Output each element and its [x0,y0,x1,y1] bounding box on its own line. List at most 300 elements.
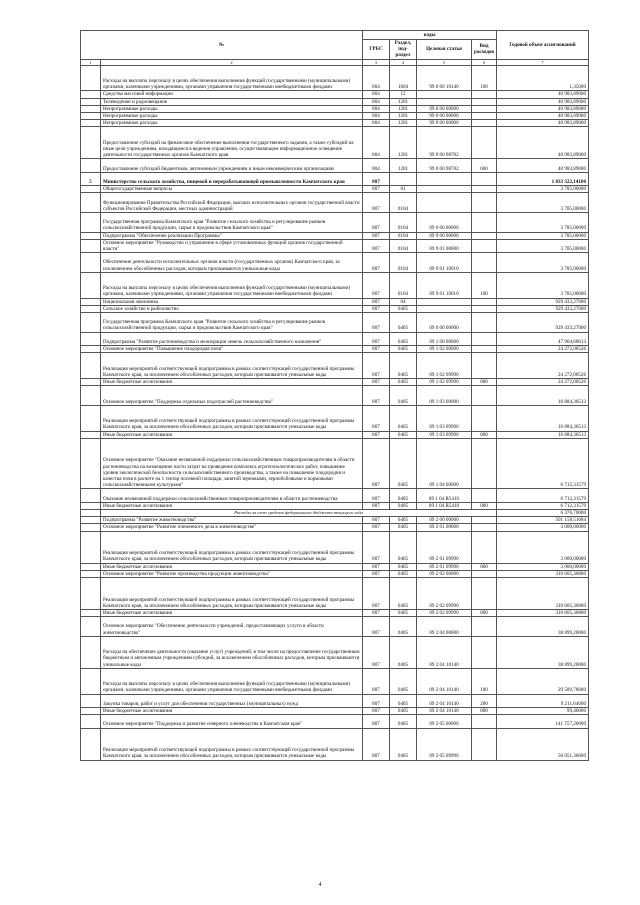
row-number-cell [81,577,101,609]
row-number-cell [81,617,101,637]
row-number-cell [81,502,101,509]
grbs-cell: 807 [363,378,390,385]
amount-cell: 47 964,68613 [497,332,589,345]
target-cell: 09 9 01 00000 [417,239,472,252]
section-cell: 0405 [390,438,417,489]
table-row [81,193,589,213]
section-cell: 1201 [390,113,417,120]
table-row [81,531,589,563]
row-name-cell: Государственная программа Камчатского края "Развитие сельского хозяйства и регулирование рынков сельскохозяйственной продукции, сырья и продовольствия Камчатского края" [101,213,363,233]
row-number-cell [81,193,101,213]
kind-cell [472,517,497,524]
header-codes: коды [363,31,497,40]
section-cell: 0405 [390,531,417,563]
row-name-cell: Национальная экономика [101,298,363,305]
row-name-cell: Реализация мероприятий соответствующей подпрограммы в рамках соответствующей государственной программы Камчатского края, за исключением обособленных расходов, которым присваиваются уникальные коды [101,405,363,431]
table-row [81,298,589,305]
amount-cell: 24 272,00526 [497,378,589,385]
kind-cell [472,524,497,531]
grbs-cell: 807 [363,353,390,379]
row-number-cell [81,98,101,105]
header-grbs: ГРБС [363,40,390,60]
table-row [81,405,589,431]
kind-cell: 600 [472,159,497,172]
grbs-cell: 807 [363,405,390,431]
target-cell: 09 1 02 00000 [417,345,472,352]
row-number-cell [81,563,101,570]
grbs-cell: 807 [363,438,390,489]
table-row [81,636,589,668]
kind-cell [472,386,497,406]
grbs-cell: 807 [363,668,390,694]
target-cell: 09 0 00 00000 [417,313,472,333]
grbs-cell: 804 [363,105,390,112]
section-cell: 0405 [390,570,417,577]
amount-cell: 929 433,27000 [497,305,589,312]
page-number: 4 [318,882,322,888]
grbs-cell: 807 [363,636,390,668]
header-kind: Вид расходов [472,40,497,60]
grbs-cell: 807 [363,577,390,609]
target-cell [417,305,472,312]
section-cell: 0405 [390,609,417,616]
target-cell: 99 0 00 10140 [417,65,472,91]
colnum: 2 [101,59,363,65]
row-number-cell [81,378,101,385]
row-name-cell: Основное мероприятие "Поддержка и развитие северного оленеводства в Камчатском крае" [101,715,363,728]
row-number-cell [81,305,101,312]
amount-cell: 40 983,89000 [497,120,589,127]
row-name-cell: Основное мероприятие "Поддержка отдельных подотраслей растениеводства" [101,386,363,406]
row-name-cell: Иные бюджетные ассигнования [101,431,363,438]
grbs-cell: 807 [363,386,390,406]
target-cell [417,193,472,213]
amount-cell: 310 605,36800 [497,577,589,609]
grbs-cell: 807 [363,524,390,531]
kind-cell [472,91,497,98]
grbs-cell: 804 [363,127,390,159]
row-name-cell: Предоставление субсидий на финансовое обеспечение выполнения государственного задания, а также субсидий на иные цели учреждениям, находящимся в ведении управления, осуществляющим информационное освещение деятельности государственных органов Камчатского края [101,127,363,159]
amount-cell: 3 785,00000 [497,186,589,193]
table-row [81,65,589,91]
target-cell: 09 1 03 00000 [417,386,472,406]
row-name-cell: Сельское хозяйство и рыболовство [101,305,363,312]
row-name-cell: Расходы на обеспечение деятельности (оказание услуг) учреждений, в том числе на предоставление государственным бюджетным и автономным учреждениям субсидий, за исключением обособленных расходов, которым присваиваются уникальные коды [101,636,363,668]
kind-cell [472,113,497,120]
amount-cell: 40 983,89000 [497,113,589,120]
target-cell: 99 0 00 00000 [417,113,472,120]
kind-cell [472,213,497,233]
row-name-cell: Министерство сельского хозяйства, пищевой и перерабатывающей промышленности Камчатского края [101,172,363,185]
kind-cell [472,98,497,105]
row-number-cell [81,253,101,273]
target-cell: 09 1 03 09990 [417,431,472,438]
row-name-cell: Подпрограмма "Обеспечение реализации Программы" [101,232,363,239]
row-number-cell [81,345,101,352]
grbs-cell: 804 [363,91,390,98]
amount-cell: 3 785,00000 [497,193,589,213]
amount-cell: 24 272,00526 [497,353,589,379]
row-name-cell: Основное мероприятие "Развитие производства продукции животноводства" [101,570,363,577]
row-name-cell: Реализация мероприятий соответствующей подпрограммы в рамках соответствующей государственной программы Камчатского края, за исключением обособленных расходов, которым присваиваются уникальные коды [101,728,363,760]
grbs-cell: 807 [363,272,390,298]
grbs-cell: 807 [363,489,390,502]
section-cell: 04 [390,298,417,305]
row-number-cell [81,272,101,298]
table-row [81,431,589,438]
grbs-cell: 807 [363,232,390,239]
row-number-cell [81,489,101,502]
target-cell: 99 0 00 98702 [417,127,472,159]
amount-cell: 40 983,89000 [497,105,589,112]
row-name-cell: Реализация мероприятий соответствующей подпрограммы в рамках соответствующей государственной программы Камчатского края, за исключением обособленных расходов, которым присваиваются уникальные коды [101,531,363,563]
amount-cell: 310 605,36800 [497,570,589,577]
kind-cell: 800 [472,563,497,570]
amount-cell: 29 589,78000 [497,668,589,694]
amount-cell: 310 605,36800 [497,609,589,616]
row-number-cell [81,707,101,714]
section-cell: 0405 [390,707,417,714]
row-number-cell [81,186,101,193]
target-cell [417,98,472,105]
table-row [81,617,589,637]
grbs-cell: 807 [363,431,390,438]
row-name-cell: Закупка товаров, работ и услуг для обеспечения государственных (муниципальных) нужд [101,694,363,707]
amount-cell: 3 785,00000 [497,272,589,298]
table-row [81,98,589,105]
kind-cell [472,120,497,127]
table-row [81,332,589,345]
colnum: 6 [472,59,497,65]
kind-cell [472,570,497,577]
amount-cell: 3 000,00000 [497,563,589,570]
row-name-cell: Основное мероприятие "Развитие племенного дела в животноводстве" [101,524,363,531]
target-cell: 09 2 01 09990 [417,563,472,570]
header-amount: Годовой объем ассигнований [497,31,589,60]
table-row [81,253,589,273]
target-cell: 99 0 00 00000 [417,105,472,112]
row-number-cell [81,438,101,489]
row-name-cell: Подпрограмма "Развитие животноводства" [101,517,363,524]
grbs-cell: 804 [363,98,390,105]
amount-cell: 929 433,27000 [497,313,589,333]
target-cell: 09 1 03 09990 [417,405,472,431]
table-row [81,232,589,239]
table-row [81,609,589,616]
row-number-cell [81,524,101,531]
row-number-cell: 5 [81,172,101,185]
kind-cell [472,577,497,609]
row-name-cell: Предоставление субсидий бюджетным, автономным учреждениям и иным некоммерческим организациям [101,159,363,172]
row-name-cell: Иные бюджетные ассигнования [101,502,363,509]
row-number-cell [81,715,101,728]
amount-cell: 6 712,31579 [497,438,589,489]
amount-cell: 6 376,70000 [497,509,589,516]
grbs-cell: 804 [363,120,390,127]
row-number-cell [81,668,101,694]
row-name-cell: Основное мероприятие "Повышение плодородия почв" [101,345,363,352]
amount-cell: 3 000,00000 [497,531,589,563]
section-cell: 0405 [390,563,417,570]
table-row [81,239,589,252]
section-cell: 0405 [390,305,417,312]
grbs-cell: 807 [363,298,390,305]
kind-cell: 800 [472,378,497,385]
row-note-cell: Расходы за счет средств федерального бюджета текущего года [101,509,497,516]
section-cell: 1201 [390,98,417,105]
grbs-cell: 804 [363,159,390,172]
amount-cell: 501 158,51684 [497,517,589,524]
row-number-cell [81,728,101,760]
target-cell: 99 0 00 98702 [417,159,472,172]
section-cell: 0405 [390,668,417,694]
row-name-cell: Непрограммные расходы [101,113,363,120]
row-name-cell: Государственная программа Камчатского края "Развитие сельского хозяйства и регулирование рынков сельскохозяйственной продукции, сырья и продовольствия Камчатского края" [101,313,363,333]
kind-cell [472,313,497,333]
row-name-cell: Расходы на выплаты персоналу в целях обеспечения выполнения функций государственными (муниципальными) органами, казенными учреждениями, органами управления государственными внебюджетными фондами [101,272,363,298]
row-number-cell [81,636,101,668]
kind-cell [472,127,497,159]
amount-cell: 1,35000 [497,65,589,91]
row-name-cell: Иные бюджетные ассигнования [101,707,363,714]
row-name-cell: Функционирование Правительства Российской Федерации, высших исполнительных органов государственной власти субъектов Российской Федерации, местных администраций [101,193,363,213]
table-row [81,728,589,760]
grbs-cell: 807 [363,313,390,333]
grbs-cell: 807 [363,609,390,616]
kind-cell [472,531,497,563]
table-row [81,577,589,609]
table-row [81,105,589,112]
kind-cell [472,172,497,185]
amount-cell: 16 884,36513 [497,431,589,438]
table-row [81,386,589,406]
row-name-cell: Обеспечение деятельности исполнительных органов власти (государственных органов) Камчатского края, за исключением обособленных расходов, которым присваиваются уникальные коды [101,253,363,273]
target-cell: 99 0 00 00000 [417,120,472,127]
row-number-cell [81,517,101,524]
grbs-cell: 807 [363,213,390,233]
section-cell: 0104 [390,213,417,233]
target-cell: 09 1 00 00000 [417,332,472,345]
row-name-cell: Подпрограмма "Развитие растениеводства и мелиорации земель сельскохозяйственного назначения" [101,332,363,345]
amount-cell: 38 899,20000 [497,617,589,637]
amount-cell: 6 712,31579 [497,502,589,509]
row-number-cell [81,159,101,172]
section-cell: 0405 [390,694,417,707]
section-cell: 0104 [390,253,417,273]
kind-cell [472,253,497,273]
target-cell: 09 2 01 09990 [417,531,472,563]
row-name-cell: Средства массовой информации [101,91,363,98]
target-cell: 09 9 00 00000 [417,232,472,239]
amount-cell: 40 983,89000 [497,159,589,172]
target-cell: 09 2 02 09990 [417,609,472,616]
amount-cell: 3 785,00000 [497,239,589,252]
table-row [81,715,589,728]
section-cell: 0405 [390,353,417,379]
target-cell: 09 2 05 09990 [417,728,472,760]
amount-cell: 141 757,20000 [497,715,589,728]
kind-cell [472,105,497,112]
colnum: 5 [417,59,472,65]
kind-cell [472,636,497,668]
section-cell: 1201 [390,120,417,127]
table-row [81,159,589,172]
amount-cell: 99,40000 [497,707,589,714]
row-number-cell [81,105,101,112]
kind-cell: 200 [472,694,497,707]
colnum: 7 [497,59,589,65]
kind-cell [472,232,497,239]
target-cell: 09 2 04 10140 [417,707,472,714]
section-cell: 0405 [390,636,417,668]
kind-cell [472,617,497,637]
row-name-cell: Реализация мероприятий соответствующей подпрограммы в рамках соответствующей государственной программы Камчатского края, за исключением обособленных расходов, которым присваиваются уникальные коды [101,577,363,609]
grbs-cell: 807 [363,253,390,273]
section-cell: 0405 [390,405,417,431]
target-cell: 09 2 04 10140 [417,694,472,707]
table-row [81,272,589,298]
grbs-cell: 807 [363,715,390,728]
row-name-cell: Расходы на выплаты персоналу в целях обеспечения выполнения функций государственными (муниципальными) органами, казенными учреждениями, органами управления государственными внебюджетными фондами [101,668,363,694]
grbs-cell: 807 [363,345,390,352]
kind-cell: 100 [472,668,497,694]
table-row [81,378,589,385]
grbs-cell: 807 [363,502,390,509]
section-cell: 0405 [390,524,417,531]
target-cell: 09 1 04 R5410 [417,489,472,502]
table-row [81,186,589,193]
row-number-cell [81,213,101,233]
amount-cell: 40 983,89000 [497,127,589,159]
grbs-cell: 807 [363,570,390,577]
header-num: № [81,31,363,60]
row-number-cell [81,65,101,91]
kind-cell [472,728,497,760]
section-cell: 1201 [390,127,417,159]
kind-cell [472,345,497,352]
colnum: 3 [363,59,390,65]
table-row [81,570,589,577]
table-row [81,563,589,570]
table-row [81,668,589,694]
grbs-cell: 807 [363,563,390,570]
kind-cell: 800 [472,609,497,616]
table-row [81,172,589,185]
row-number-cell [81,332,101,345]
row-number-cell [81,386,101,406]
kind-cell: 800 [472,707,497,714]
kind-cell [472,239,497,252]
grbs-cell: 807 [363,332,390,345]
section-cell: 0104 [390,193,417,213]
amount-cell: 56 051,36000 [497,728,589,760]
row-number-cell [81,120,101,127]
grbs-cell: 807 [363,707,390,714]
section-cell: 0405 [390,502,417,509]
target-cell: 09 1 04 R5410 [417,502,472,509]
target-cell: 09 0 00 00000 [417,213,472,233]
target-cell: 09 1 02 09990 [417,353,472,379]
table-row [81,524,589,531]
table-row [81,120,589,127]
kind-cell: 100 [472,272,497,298]
target-cell: 09 2 01 00000 [417,524,472,531]
target-cell: 09 2 04 00000 [417,617,472,637]
section-cell: 0405 [390,617,417,637]
row-number-cell [81,531,101,563]
target-cell: 09 9 01 10010 [417,272,472,298]
kind-cell [472,353,497,379]
grbs-cell: 807 [363,517,390,524]
target-cell: 09 2 02 09990 [417,577,472,609]
row-number-cell [81,509,101,516]
target-cell: 09 2 05 00000 [417,715,472,728]
colnum: 1 [81,59,101,65]
row-number-cell [81,232,101,239]
grbs-cell: 807 [363,728,390,760]
row-number-cell [81,91,101,98]
amount-cell: 3 785,00000 [497,213,589,233]
row-number-cell [81,239,101,252]
target-cell [417,298,472,305]
kind-cell: 800 [472,431,497,438]
grbs-cell: 807 [363,193,390,213]
budget-table-sheet [80,30,588,761]
amount-cell: 3 000,00000 [497,524,589,531]
row-number-cell [81,127,101,159]
row-number-cell [81,431,101,438]
section-cell: 0405 [390,715,417,728]
target-cell: 09 1 04 00000 [417,438,472,489]
table-row [81,113,589,120]
grbs-cell: 807 [363,172,390,185]
section-cell: 0104 [390,272,417,298]
row-name-cell: Реализация мероприятий соответствующей подпрограммы в рамках соответствующей государственной программы Камчатского края, за исключением обособленных расходов, которым присваиваются уникальные коды [101,353,363,379]
table-row [81,694,589,707]
table-row [81,489,589,502]
row-name-cell: Основное мероприятие "Обеспечение деятельности учреждений, предоставляющих услуги в области животноводства" [101,617,363,637]
kind-cell [472,405,497,431]
amount-cell: 9 211,64000 [497,694,589,707]
section-cell: 0405 [390,489,417,502]
kind-cell [472,193,497,213]
section-cell: 0405 [390,431,417,438]
grbs-cell: 807 [363,531,390,563]
row-name-cell: Иные бюджетные ассигнования [101,378,363,385]
kind-cell [472,305,497,312]
section-cell: 0405 [390,332,417,345]
target-cell: 09 1 02 09990 [417,378,472,385]
target-cell: 09 9 01 10010 [417,253,472,273]
kind-cell: 100 [472,65,497,91]
amount-cell: 40 983,89000 [497,91,589,98]
section-cell: 01 [390,186,417,193]
kind-cell [472,332,497,345]
table-row [81,213,589,233]
row-name-cell: Телевидение и радиовещание [101,98,363,105]
table-row [81,509,589,516]
section-cell [390,172,417,185]
section-cell: 1004 [390,65,417,91]
target-cell: 09 2 04 10140 [417,636,472,668]
row-number-cell [81,405,101,431]
row-number-cell [81,313,101,333]
amount-cell: 38 899,20000 [497,636,589,668]
section-cell: 0405 [390,728,417,760]
row-name-cell: Иные бюджетные ассигнования [101,563,363,570]
row-name-cell: Непрограммные расходы [101,105,363,112]
row-name-cell: Основное мероприятие "Руководство и управление в сфере установленных функций органов государственной власти" [101,239,363,252]
